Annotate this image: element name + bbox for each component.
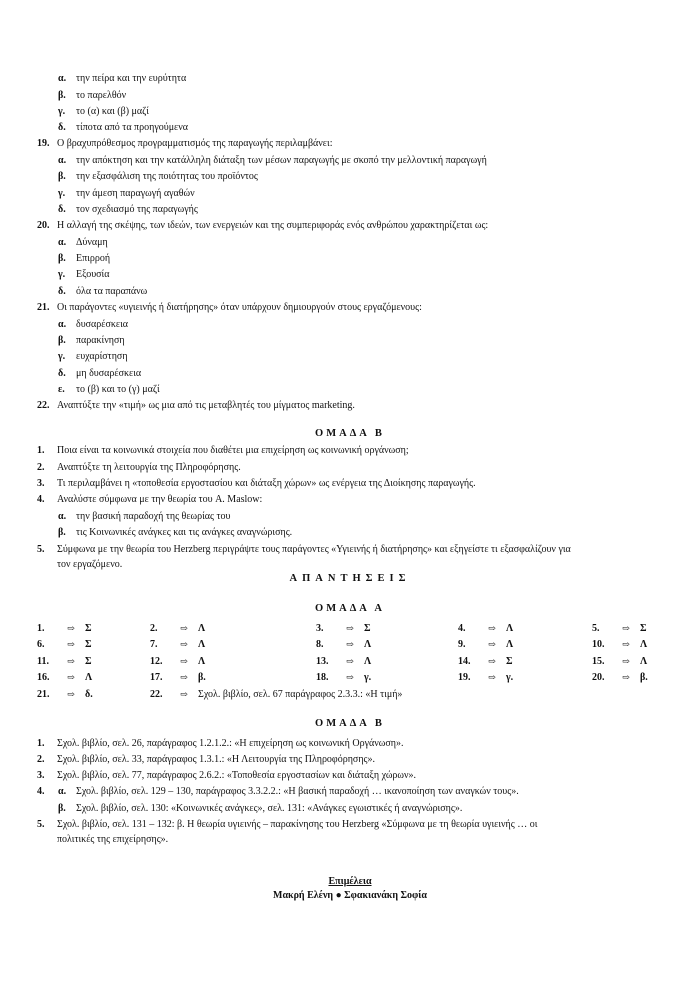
option-label: γ. bbox=[58, 351, 66, 362]
question-text: Αναπτύξτε τη λειτουργία της Πληροφόρησης. bbox=[57, 462, 241, 473]
answer-text-continued: πολιτικές της επιχείρησης». bbox=[57, 834, 169, 845]
option-label: β. bbox=[58, 171, 66, 182]
answer-value: Λ bbox=[364, 656, 372, 667]
question-number: 1. bbox=[37, 445, 45, 456]
answer-value: Σ bbox=[85, 623, 92, 634]
answer-cell bbox=[150, 637, 205, 651]
answer-value: Λ bbox=[640, 639, 648, 650]
answer-value: Σ bbox=[85, 639, 92, 650]
option-label: α. bbox=[58, 73, 67, 84]
answer-item bbox=[0, 818, 700, 845]
question-item bbox=[0, 444, 700, 458]
answer-value: Λ bbox=[198, 639, 206, 650]
question-number: 2. bbox=[37, 462, 45, 473]
answer-number: 4. bbox=[458, 623, 466, 634]
answer-number: 14. bbox=[458, 656, 471, 667]
answer-cell bbox=[316, 670, 371, 684]
option-item bbox=[0, 170, 700, 184]
arrow-right-icon: ⇨ bbox=[180, 623, 188, 633]
answer-value: Λ bbox=[85, 672, 93, 683]
arrow-right-icon: ⇨ bbox=[180, 639, 188, 649]
question-text: Τι περιλαμβάνει η «τοποθεσία εργοστασίου και διάταξη χώρων» ως ενέργεια της Διοίκησης παραγωγής. bbox=[57, 478, 476, 489]
option-label: γ. bbox=[58, 269, 66, 280]
option-item bbox=[0, 72, 700, 86]
answer-number: 15. bbox=[592, 656, 605, 667]
option-text: Εξουσία bbox=[76, 269, 110, 280]
option-item bbox=[0, 252, 700, 266]
answer-value: Λ bbox=[198, 623, 206, 634]
answer-cell bbox=[592, 621, 647, 635]
answer-text: Σχολ. βιβλίο, σελ. 77, παράγραφος 2.6.2.: «Τοποθεσία εργοστασίων και διάταξη χώρων». bbox=[57, 770, 416, 781]
question-item bbox=[0, 301, 700, 315]
answer-value: Λ bbox=[506, 623, 514, 634]
answer-number: 12. bbox=[150, 656, 163, 667]
answer-number: 5. bbox=[37, 819, 45, 830]
answer-value: Λ bbox=[640, 656, 648, 667]
option-item bbox=[0, 285, 700, 299]
answer-number: 3. bbox=[316, 623, 324, 634]
arrow-right-icon: ⇨ bbox=[67, 689, 75, 699]
option-item bbox=[0, 203, 700, 217]
answer-value: Λ bbox=[506, 639, 514, 650]
group-b-heading: ΟΜΑΔΑ Β bbox=[315, 428, 385, 439]
answer-number: 17. bbox=[150, 672, 163, 683]
answer-text: Σχολ. βιβλίο, σελ. 130: «Κοινωνικές ανάγκες», σελ. 131: «Ανάγκες εγωιστικές ή αναγνώρισης». bbox=[76, 803, 463, 814]
option-item bbox=[0, 105, 700, 119]
arrow-right-icon: ⇨ bbox=[180, 656, 188, 666]
arrow-right-icon: ⇨ bbox=[488, 656, 496, 666]
answer-sub-label: β. bbox=[58, 803, 66, 814]
option-label: γ. bbox=[58, 106, 66, 117]
answer-cell bbox=[316, 637, 371, 651]
option-text: το (α) και (β) μαζί bbox=[76, 106, 149, 117]
arrow-right-icon: ⇨ bbox=[488, 623, 496, 633]
answer-item bbox=[0, 753, 700, 767]
answer-cell bbox=[37, 687, 93, 701]
option-text: το (β) και το (γ) μαζί bbox=[76, 384, 160, 395]
answer-number: 9. bbox=[458, 639, 466, 650]
question-item bbox=[0, 493, 700, 507]
question-item bbox=[0, 399, 700, 413]
option-label: β. bbox=[58, 527, 66, 538]
option-item bbox=[0, 334, 700, 348]
arrow-right-icon: ⇨ bbox=[622, 623, 630, 633]
answer-item bbox=[0, 769, 700, 783]
arrow-right-icon: ⇨ bbox=[488, 672, 496, 682]
option-text: τον σχεδιασμό της παραγωγής bbox=[76, 204, 198, 215]
option-label: δ. bbox=[58, 122, 66, 133]
answer-number: 3. bbox=[37, 770, 45, 781]
answer-number: 6. bbox=[37, 639, 45, 650]
arrow-right-icon: ⇨ bbox=[346, 639, 354, 649]
question-text: Ποια είναι τα κοινωνικά στοιχεία που διαθέτει μια επιχείρηση ως κοινωνική οργάνωση; bbox=[57, 445, 409, 456]
option-label: α. bbox=[58, 237, 67, 248]
option-text: ευχαρίστηση bbox=[76, 351, 128, 362]
answer-item bbox=[0, 737, 700, 751]
answer-value: Σ bbox=[640, 623, 647, 634]
answer-value: δ. bbox=[85, 689, 93, 700]
question-number: 20. bbox=[37, 220, 50, 231]
answer-value: Σ bbox=[85, 656, 92, 667]
answer-value: Σ bbox=[506, 656, 513, 667]
question-number: 3. bbox=[37, 478, 45, 489]
option-item bbox=[0, 187, 700, 201]
option-item bbox=[0, 236, 700, 250]
option-item bbox=[0, 367, 700, 381]
question-text: Αναλύστε σύμφωνα με την θεωρία του A. Maslow: bbox=[57, 494, 263, 505]
question-text: Οι παράγοντες «υγιεινής ή διατήρησης» όταν υπάρχουν δημιουργούν στους εργαζόμενους: bbox=[57, 302, 422, 313]
option-item bbox=[0, 318, 700, 332]
answer-number: 2. bbox=[150, 623, 158, 634]
answer-cell bbox=[150, 654, 205, 668]
answer-cell bbox=[37, 621, 92, 635]
option-label: α. bbox=[58, 155, 67, 166]
answer-number: 8. bbox=[316, 639, 324, 650]
answer-cell bbox=[592, 654, 647, 668]
answer-value: Λ bbox=[364, 639, 372, 650]
question-item bbox=[0, 543, 700, 570]
question-text: Ο βραχυπρόθεσμος προγραμματισμός της παραγωγής περιλαμβάνει: bbox=[57, 138, 333, 149]
answer-value: γ. bbox=[506, 672, 514, 683]
answers-heading: ΑΠΑΝΤΗΣΕΙΣ bbox=[289, 573, 411, 584]
question-number: 21. bbox=[37, 302, 50, 313]
option-item bbox=[0, 526, 700, 540]
answer-value: β. bbox=[640, 672, 648, 683]
question-item bbox=[0, 461, 700, 475]
option-item bbox=[0, 383, 700, 397]
question-text-continued: τον εργαζόμενο. bbox=[57, 559, 123, 570]
answer-text: Σχολ. βιβλίο, σελ. 33, παράγραφος 1.3.1.: «Η Λειτουργία της Πληροφόρησης». bbox=[57, 754, 376, 765]
answer-cell bbox=[37, 637, 92, 651]
option-label: ε. bbox=[58, 384, 65, 395]
answer-cell bbox=[316, 654, 371, 668]
answer-cell bbox=[37, 654, 92, 668]
answer-cell bbox=[458, 670, 513, 684]
answer-number: 21. bbox=[37, 689, 50, 700]
option-text: δυσαρέσκεια bbox=[76, 319, 129, 330]
option-text: την εξασφάλιση της ποιότητας του προϊόντος bbox=[76, 171, 258, 182]
arrow-right-icon: ⇨ bbox=[488, 639, 496, 649]
answer-cell bbox=[150, 670, 206, 684]
answer-cell bbox=[592, 670, 648, 684]
arrow-right-icon: ⇨ bbox=[622, 672, 630, 682]
answer-item bbox=[0, 785, 700, 799]
option-label: δ. bbox=[58, 204, 66, 215]
answer-number: 16. bbox=[37, 672, 50, 683]
answer-number: 13. bbox=[316, 656, 329, 667]
option-text: Επιρροή bbox=[76, 253, 111, 264]
question-text: Αναπτύξτε την «τιμή» ως μια από τις μεταβλητές του μίγματος marketing. bbox=[57, 400, 355, 411]
option-text: την άμεση παραγωγή αγαθών bbox=[76, 188, 195, 199]
answer-cell bbox=[458, 637, 513, 651]
option-label: γ. bbox=[58, 188, 66, 199]
option-item bbox=[0, 121, 700, 135]
question-text: Η αλλαγή της σκέψης, των ιδεών, των ενεργειών και της συμπεριφοράς ενός ανθρώπου χαρακτηρίζεται ως: bbox=[57, 220, 489, 231]
answers-group-a-heading: ΟΜΑΔΑ Α bbox=[315, 603, 385, 614]
option-text: παρακίνηση bbox=[76, 335, 125, 346]
answer-cell bbox=[150, 621, 205, 635]
arrow-right-icon: ⇨ bbox=[180, 672, 188, 682]
option-text: το παρελθόν bbox=[76, 90, 127, 101]
answer-cell bbox=[458, 621, 513, 635]
option-text: την πείρα και την ευρύτητα bbox=[76, 73, 187, 84]
answer-text: Σχολ. βιβλίο, σελ. 26, παράγραφος 1.2.1.2.: «Η επιχείρηση ως κοινωνική Οργάνωση». bbox=[57, 738, 404, 749]
arrow-right-icon: ⇨ bbox=[67, 672, 75, 682]
answer-cell bbox=[150, 687, 402, 701]
option-text: τις Κοινωνικές ανάγκες και τις ανάγκες αναγνώρισης. bbox=[76, 527, 293, 538]
question-number: 22. bbox=[37, 400, 50, 411]
answer-number: 5. bbox=[592, 623, 600, 634]
question-item bbox=[0, 137, 700, 151]
option-text: μη δυσαρέσκεια bbox=[76, 368, 142, 379]
answer-number: 11. bbox=[37, 656, 49, 667]
option-item bbox=[0, 350, 700, 364]
answer-value: Σ bbox=[364, 623, 371, 634]
answer-text: Σχολ. βιβλίο, σελ. 131 – 132: β. Η θεωρία υγιεινής – παρακίνησης του Herzberg «Σύμφωνα με τη θεωρία υγιεινής … οι bbox=[57, 819, 538, 830]
answer-sub-label: α. bbox=[58, 786, 67, 797]
arrow-right-icon: ⇨ bbox=[180, 689, 188, 699]
answer-number: 19. bbox=[458, 672, 471, 683]
arrow-right-icon: ⇨ bbox=[622, 639, 630, 649]
option-label: δ. bbox=[58, 286, 66, 297]
option-item bbox=[0, 268, 700, 282]
answer-number: 2. bbox=[37, 754, 45, 765]
answer-number: 22. bbox=[150, 689, 163, 700]
option-text: τίποτα από τα προηγούμενα bbox=[76, 122, 189, 133]
option-item bbox=[0, 154, 700, 168]
option-label: α. bbox=[58, 319, 67, 330]
answer-number: 10. bbox=[592, 639, 605, 650]
arrow-right-icon: ⇨ bbox=[67, 656, 75, 666]
answer-value: Λ bbox=[198, 656, 206, 667]
answer-number: 1. bbox=[37, 738, 45, 749]
option-label: δ. bbox=[58, 368, 66, 379]
option-label: β. bbox=[58, 90, 66, 101]
question-number: 4. bbox=[37, 494, 45, 505]
answer-cell bbox=[458, 654, 513, 668]
answers-group-b-heading: ΟΜΑΔΑ Β bbox=[315, 718, 385, 729]
footer-authors: Μακρή Ελένη ● Σφακιανάκη Σοφία bbox=[273, 890, 427, 901]
arrow-right-icon: ⇨ bbox=[346, 672, 354, 682]
question-number: 5. bbox=[37, 544, 45, 555]
arrow-right-icon: ⇨ bbox=[622, 656, 630, 666]
answer-cell bbox=[37, 670, 92, 684]
question-text: Σύμφωνα με την θεωρία του Herzberg περιγράψτε τους παράγοντες «Υγιεινής ή διατήρησης» και εξηγείστε τι εξασφαλίζουν για bbox=[57, 544, 571, 555]
arrow-right-icon: ⇨ bbox=[346, 623, 354, 633]
answer-number: 1. bbox=[37, 623, 45, 634]
question-item bbox=[0, 477, 700, 491]
option-item bbox=[0, 89, 700, 103]
question-number: 19. bbox=[37, 138, 50, 149]
option-label: β. bbox=[58, 335, 66, 346]
option-label: β. bbox=[58, 253, 66, 264]
option-item bbox=[0, 510, 700, 524]
answer-number: 7. bbox=[150, 639, 158, 650]
arrow-right-icon: ⇨ bbox=[67, 623, 75, 633]
answer-number: 4. bbox=[37, 786, 45, 797]
answer-item bbox=[0, 802, 700, 816]
option-text: την απόκτηση και την κατάλληλη διάταξη των μέσων παραγωγής με σκοπό την μελλοντική παραγωγή bbox=[76, 155, 487, 166]
answer-number: 20. bbox=[592, 672, 605, 683]
answer-value: Σχολ. βιβλίο, σελ. 67 παράγραφος 2.3.3.: «Η τιμή» bbox=[198, 689, 403, 700]
answer-value: γ. bbox=[364, 672, 372, 683]
arrow-right-icon: ⇨ bbox=[67, 639, 75, 649]
answer-cell bbox=[316, 621, 371, 635]
question-item bbox=[0, 219, 700, 233]
answer-number: 18. bbox=[316, 672, 329, 683]
arrow-right-icon: ⇨ bbox=[346, 656, 354, 666]
answer-text: Σχολ. βιβλίο, σελ. 129 – 130, παράγραφος 3.3.2.2.: «Η βασική παραδοχή … ικανοποίηση των αναγκών τους». bbox=[76, 786, 519, 797]
answer-value: β. bbox=[198, 672, 206, 683]
footer-label: Επιμέλεια bbox=[328, 876, 372, 887]
option-label: α. bbox=[58, 511, 67, 522]
option-text: την βασική παραδοχή της θεωρίας του bbox=[76, 511, 231, 522]
option-text: όλα τα παραπάνω bbox=[76, 286, 148, 297]
option-text: Δύναμη bbox=[76, 237, 108, 248]
answer-cell bbox=[592, 637, 647, 651]
